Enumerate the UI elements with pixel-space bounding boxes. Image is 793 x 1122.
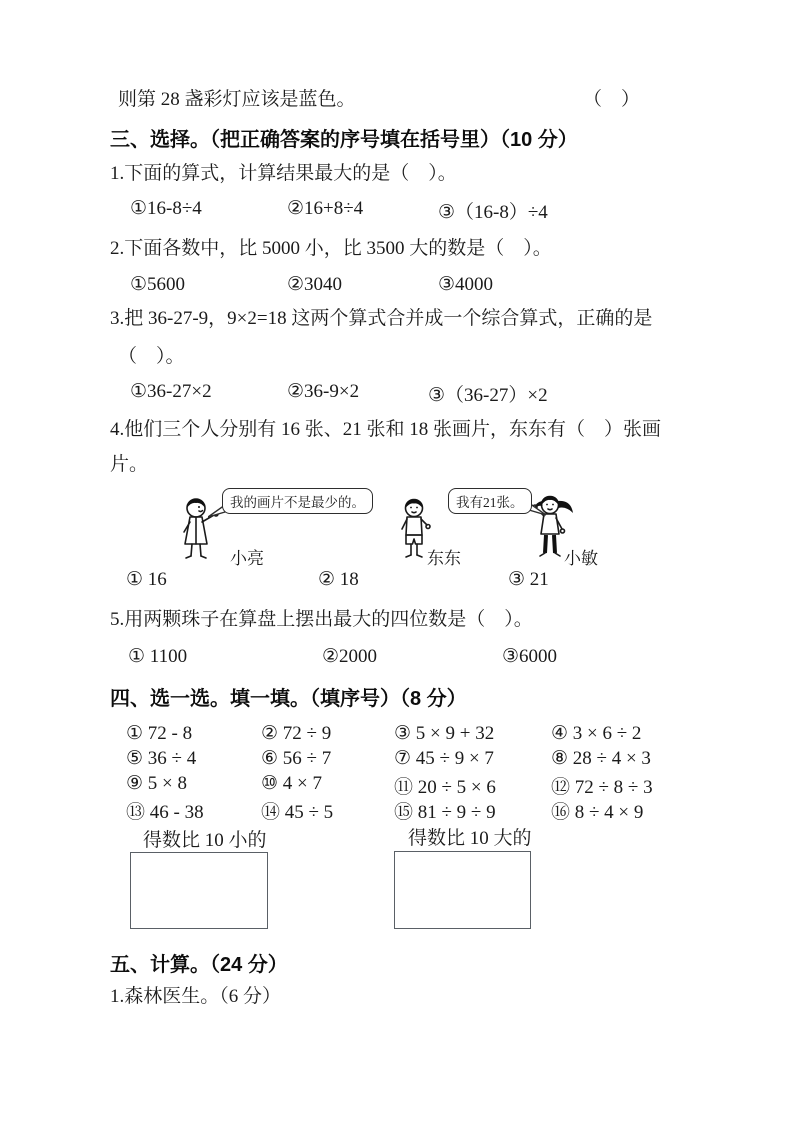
- question-4-option-1: ① 16: [126, 569, 167, 590]
- answer-brackets: （ ）: [583, 89, 641, 110]
- question-5-text: 5.用两颗珠子在算盘上摆出最大的四位数是（ ）。: [110, 609, 533, 630]
- question-2-text: 2.下面各数中，比 5000 小，比 3500 大的数是（ ）。: [110, 238, 552, 259]
- question-5-option-3: ③6000: [502, 646, 558, 667]
- question-3-option-3: ③（36-27）×2: [428, 385, 548, 406]
- section-3-title: 三、选择。（把正确答案的序号填在括号里）（10 分）: [110, 129, 578, 151]
- question-4-text-line2: 片。: [110, 454, 149, 475]
- section-4-title: 四、选一选。填一填。（填序号）（8 分）: [110, 688, 467, 710]
- expression-item: ⑫ 72 ÷ 8 ÷ 3: [551, 777, 653, 798]
- expression-item: ③ 5 × 9 + 32: [394, 723, 495, 744]
- expression-item: ⑧ 28 ÷ 4 × 3: [551, 748, 651, 769]
- question-4-option-2: ② 18: [318, 569, 359, 590]
- xiaomin-speech-bubble: 我有21张。: [448, 488, 532, 514]
- question-5-option-2: ②2000: [322, 646, 378, 667]
- calc-subitem-forest-doctor: 1.森林医生。（6 分）: [110, 986, 282, 1007]
- question-2-option-3: ③4000: [438, 274, 494, 295]
- question-3-option-2: ②36-9×2: [287, 381, 360, 402]
- answer-box-greater-than-10[interactable]: [394, 851, 531, 929]
- question-1-option-3: ③（16-8）÷4: [438, 202, 548, 223]
- question-1-text: 1.下面的算式，计算结果最大的是（ ）。: [110, 163, 457, 184]
- question-2-option-2: ②3040: [287, 274, 343, 295]
- expression-item: ⑮ 81 ÷ 9 ÷ 9: [394, 802, 496, 823]
- carry-over-statement: 则第 28 盏彩灯应该是蓝色。: [118, 89, 356, 110]
- expression-item: ⑦ 45 ÷ 9 × 7: [394, 748, 494, 769]
- bin-label-less-than-10: 得数比 10 小的: [143, 830, 267, 851]
- expression-grid: [126, 722, 692, 822]
- question-1-option-2: ②16+8÷4: [287, 198, 364, 219]
- question-4-option-3: ③ 21: [508, 569, 549, 590]
- expression-item: ④ 3 × 6 ÷ 2: [551, 723, 642, 744]
- question-1-option-1: ①16-8÷4: [130, 198, 202, 219]
- dongdong-name-label: 东东: [427, 549, 461, 568]
- question-3-option-1: ①36-27×2: [130, 381, 212, 402]
- expression-item: ⑤ 36 ÷ 4: [126, 748, 197, 769]
- expression-item: ⑯ 8 ÷ 4 × 9: [551, 802, 644, 823]
- question-4-text-line1: 4.他们三个人分别有 16 张、21 张和 18 张画片，东东有（ ）张画: [110, 419, 662, 440]
- expression-item: ⑭ 45 ÷ 5: [261, 802, 334, 823]
- expression-item: ⑩ 4 × 7: [261, 773, 322, 794]
- expression-item: ⑨ 5 × 8: [126, 773, 187, 794]
- xiaomin-name-label: 小敏: [564, 549, 598, 568]
- expression-item: ⑪ 20 ÷ 5 × 6: [394, 777, 496, 798]
- expression-item: ⑬ 46 - 38: [126, 802, 204, 823]
- section-5-title: 五、计算。（24 分）: [110, 954, 288, 976]
- expression-item: ② 72 ÷ 9: [261, 723, 332, 744]
- question-2-option-1: ①5600: [130, 274, 186, 295]
- expression-item: ⑥ 56 ÷ 7: [261, 748, 332, 769]
- xiaoliang-speech-bubble: 我的画片不是最少的。: [222, 488, 373, 514]
- answer-box-less-than-10[interactable]: [130, 852, 268, 929]
- xiaoliang-name-label: 小亮: [230, 549, 264, 568]
- expression-item: ① 72 - 8: [126, 723, 193, 744]
- question-3-text-line1: 3.把 36-27-9，9×2=18 这两个算式合并成一个综合算式，正确的是: [110, 308, 653, 329]
- question-5-option-1: ① 1100: [128, 646, 188, 667]
- bin-label-greater-than-10: 得数比 10 大的: [408, 828, 532, 849]
- question-3-text-line2: （ ）。: [118, 346, 185, 367]
